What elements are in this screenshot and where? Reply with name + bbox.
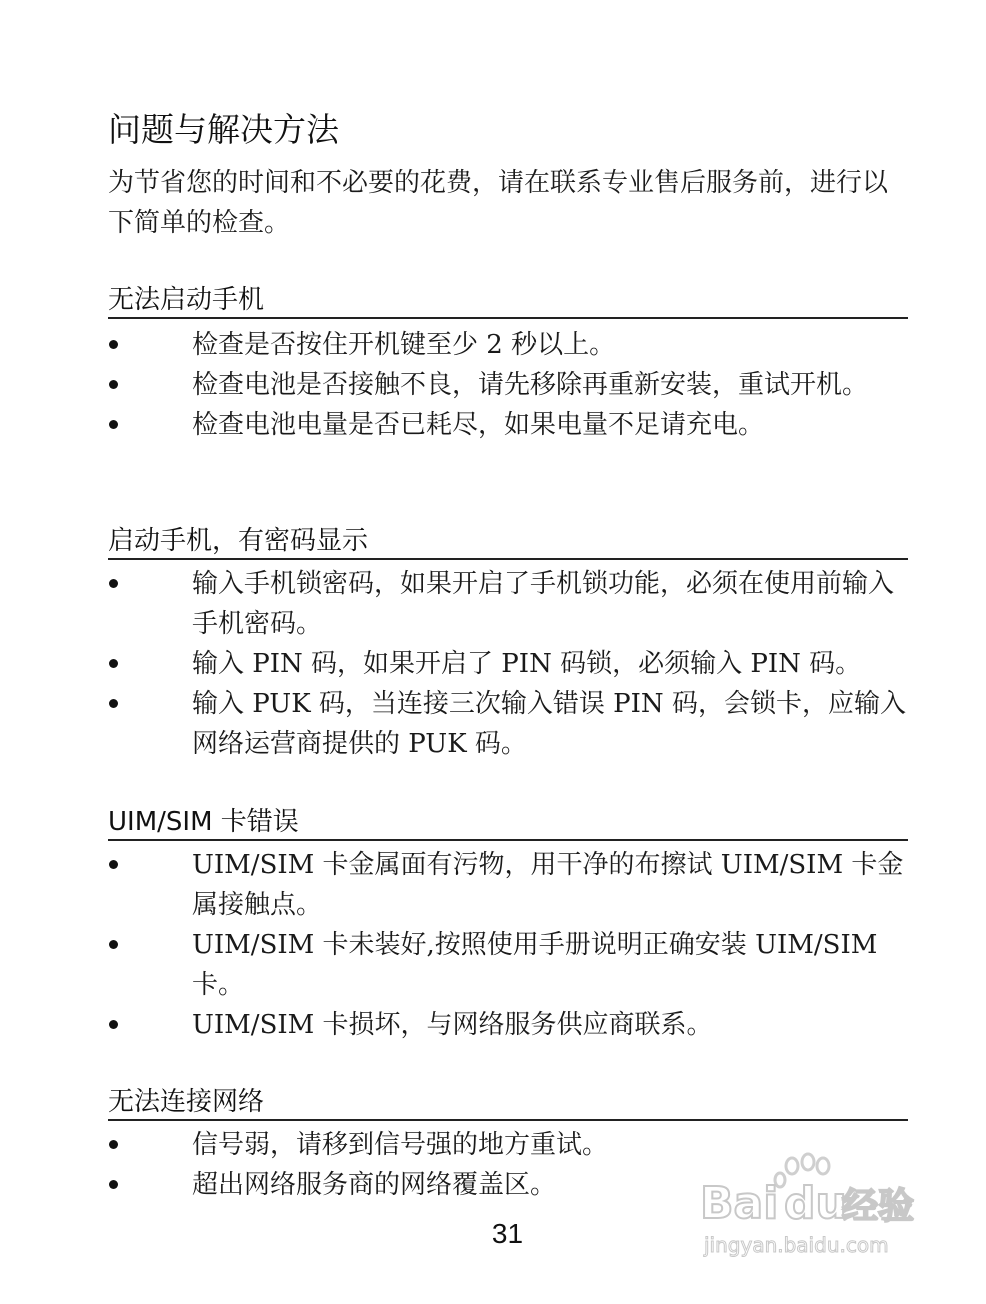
bullet-dot-icon xyxy=(109,1180,118,1189)
section-password-prompt xyxy=(108,524,908,764)
bullet-dot-icon xyxy=(109,340,118,349)
list-item-text: 检查电池是否接触不良，请先移除再重新安装，重试开机。 xyxy=(192,370,869,400)
page-title: 问题与解决方法 xyxy=(108,110,339,149)
list-item-text: 信号弱，请移到信号强的地方重试。 xyxy=(192,1130,609,1160)
list-item xyxy=(108,325,908,365)
list-item-text: UIM/SIM 卡未装好,按照使用手册说明正确安装 UIM/SIM 卡。 xyxy=(192,930,878,1000)
section-heading: 启动手机，有密码显示 xyxy=(108,524,908,560)
list-item xyxy=(108,644,908,684)
list-item xyxy=(108,1005,908,1045)
list-item xyxy=(108,845,908,925)
bullet-list xyxy=(108,564,908,764)
section-uim-sim-error xyxy=(108,805,908,1045)
list-item xyxy=(108,925,908,1005)
bullet-dot-icon xyxy=(109,1140,118,1149)
watermark-brand-right: du xyxy=(784,1178,847,1229)
bullet-dot-icon xyxy=(109,1020,118,1029)
list-item-text: 检查电池电量是否已耗尽，如果电量不足请充电。 xyxy=(192,410,765,440)
list-item xyxy=(108,365,908,405)
section-heading: 无法启动手机 xyxy=(108,283,908,319)
bullet-dot-icon xyxy=(109,940,118,949)
list-item-text: 超出网络服务商的网络覆盖区。 xyxy=(192,1170,557,1200)
bullet-dot-icon xyxy=(109,699,118,708)
list-item-text: 输入手机锁密码，如果开启了手机锁功能，必须在使用前输入手机密码。 xyxy=(192,569,895,639)
list-item xyxy=(108,405,908,445)
bullet-list xyxy=(108,845,908,1045)
bullet-dot-icon xyxy=(109,420,118,429)
baidu-jingyan-watermark xyxy=(696,1152,930,1264)
bullet-dot-icon xyxy=(109,659,118,668)
intro-paragraph: 为节省您的时间和不必要的花费，请在联系专业售后服务前，进行以下简单的检查。 xyxy=(108,168,889,238)
list-item-text: 输入 PUK 码，当连接三次输入错误 PIN 码，会锁卡，应输入网络运营商提供的 PUK 码。 xyxy=(192,689,906,759)
bullet-list xyxy=(108,325,908,445)
list-item xyxy=(108,684,908,764)
bullet-dot-icon xyxy=(109,860,118,869)
list-item xyxy=(108,564,908,644)
page-number: 31 xyxy=(491,1218,524,1249)
list-item-text: 检查是否按住开机键至少 2 秒以上。 xyxy=(192,330,616,360)
section-heading: UIM/SIM 卡错误 xyxy=(108,805,908,841)
list-item-text: 输入 PIN 码，如果开启了 PIN 码锁，必须输入 PIN 码。 xyxy=(192,649,862,679)
watermark-url: jingyan.baidu.com xyxy=(704,1233,889,1257)
list-item-text: UIM/SIM 卡损坏，与网络服务供应商联系。 xyxy=(192,1010,713,1040)
list-item-text: UIM/SIM 卡金属面有污物，用干净的布擦试 UIM/SIM 卡金属接触点。 xyxy=(192,850,904,920)
section-cannot-power-on xyxy=(108,283,908,445)
watermark-brand-cn: 经验 xyxy=(842,1186,915,1227)
bullet-dot-icon xyxy=(109,380,118,389)
section-heading: 无法连接网络 xyxy=(108,1085,908,1121)
watermark-brand-left: Bai xyxy=(700,1178,779,1229)
bullet-dot-icon xyxy=(109,579,118,588)
